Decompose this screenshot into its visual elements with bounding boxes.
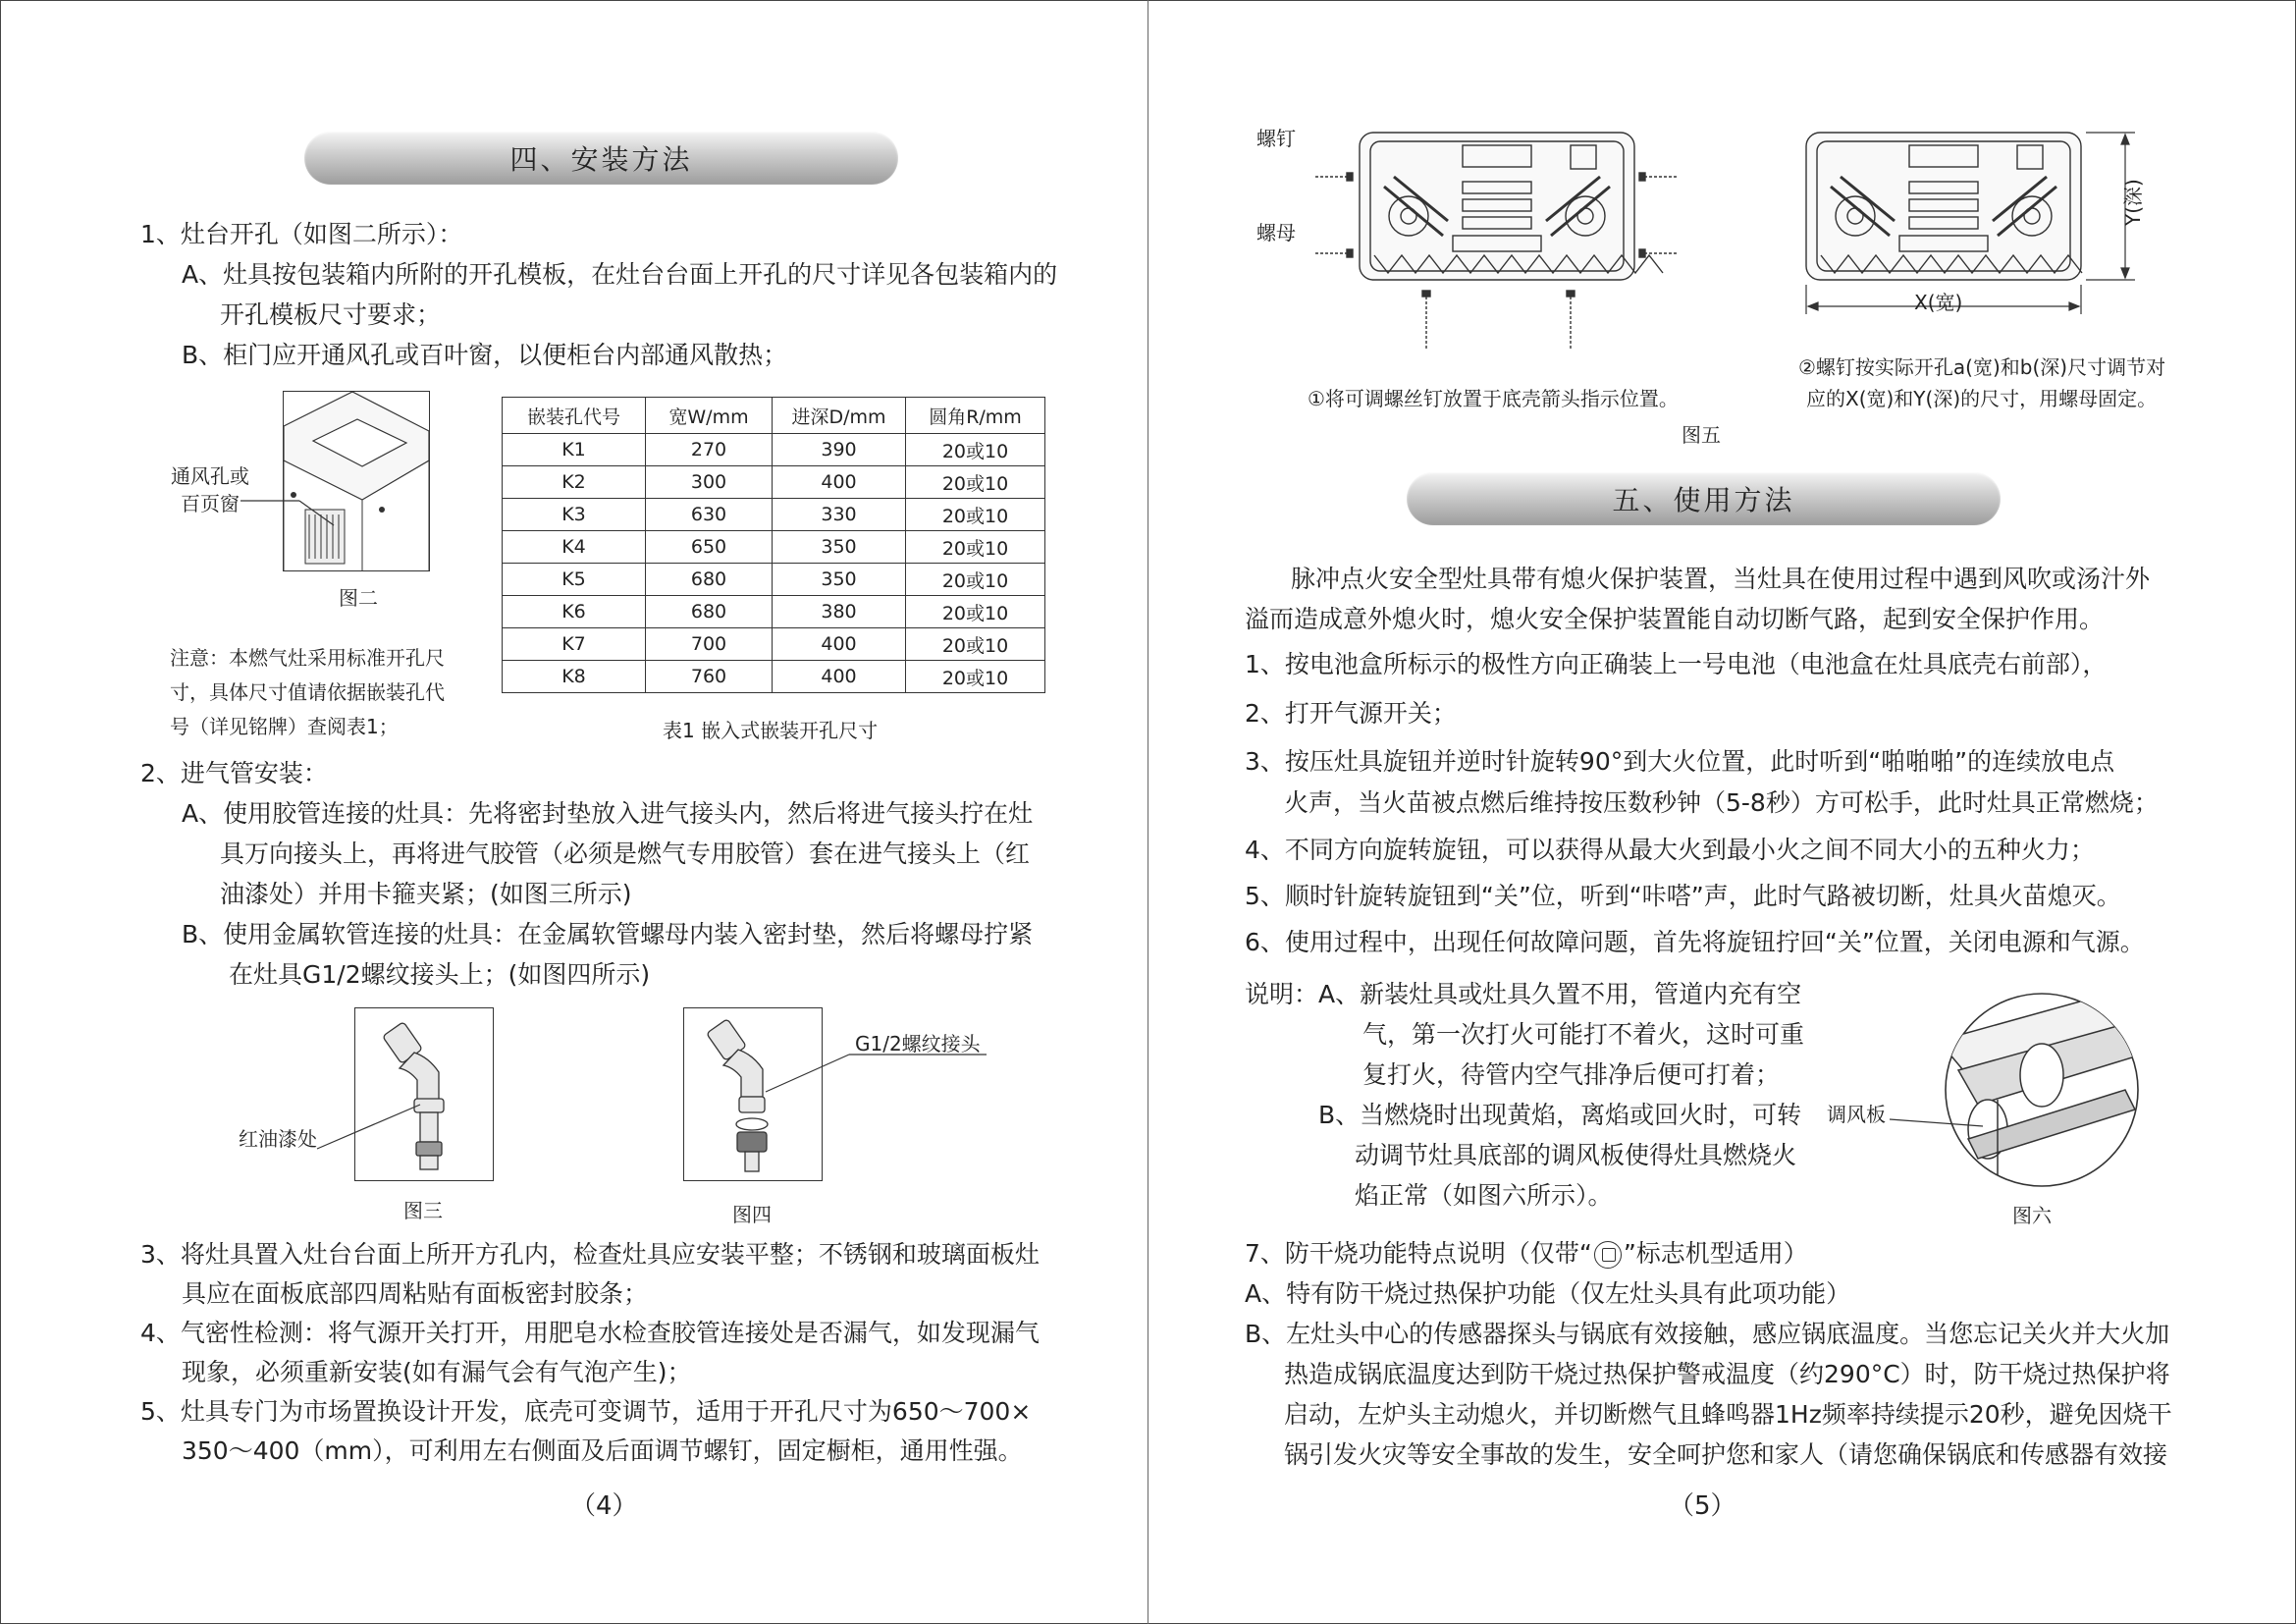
table-cell: K8 <box>503 661 646 693</box>
fig2-label-line2: 百页窗 <box>181 492 240 515</box>
page-number-right: （5） <box>1669 1491 1736 1521</box>
table-cell: K6 <box>503 596 646 628</box>
instruction-7-b-line1: B、左灶头中心的传感器探头与锅底有效接触，感应锅底温度。当您忘记关火并大火加 <box>1245 1320 2170 1348</box>
s2-a-line1: A、使用胶管连接的灶具：先将密封垫放入进气接头内，然后将进气接头拧在灶 <box>182 799 1034 828</box>
table-header-row <box>503 398 1045 434</box>
note-line2: 寸，具体尺寸值请依据嵌装孔代 <box>170 680 445 704</box>
fig3-label: 红油漆处 <box>239 1127 317 1151</box>
table-cell: 700 <box>646 628 773 661</box>
instruction-7 <box>1245 1236 1808 1272</box>
s5-line2: 350～400（mm），可利用左右侧面及后面调节螺钉，固定橱柜，通用性强。 <box>182 1436 1023 1465</box>
note-line3: 号（详见铭牌）查阅表1； <box>170 715 399 738</box>
note-b-line2: 动调节灶具底部的调风板使得灶具燃烧火 <box>1355 1141 1797 1169</box>
s1-title: 1、灶台开孔（如图二所示）： <box>140 220 463 248</box>
table-cell: 350 <box>773 531 906 564</box>
instruction-7-b-line4: 锅引发火灾等安全事故的发生，安全呵护您和家人（请您确保锅底和传感器有效接 <box>1284 1440 2168 1469</box>
s2-a-line3: 油漆处）并用卡箍夹紧；(如图三所示) <box>220 880 632 908</box>
table-cell: K5 <box>503 564 646 596</box>
instruction-7-pre: 7、防干烧功能特点说明（仅带“ <box>1245 1239 1592 1268</box>
table-cell: 350 <box>773 564 906 596</box>
table-cell: 680 <box>646 564 773 596</box>
page-number-left: （4） <box>570 1491 638 1521</box>
table-cell: 20或10 <box>906 661 1045 693</box>
note-line1: 注意：本燃气灶采用标准开孔尺 <box>170 646 445 670</box>
anti-dry-burn-icon <box>1594 1241 1622 1269</box>
fig3-caption: 图三 <box>403 1199 443 1222</box>
s3-line2: 具应在面板底部四周粘贴有面板密封胶条； <box>182 1279 649 1308</box>
table-cell: 630 <box>646 499 773 531</box>
s2-b-line1: B、使用金属软管连接的灶具：在金属软管螺母内装入密封垫，然后将螺母拧紧 <box>182 920 1034 948</box>
s3-line1: 3、将灶具置入灶台台面上所开方孔内，检查灶具应安装平整；不锈钢和玻璃面板灶 <box>140 1240 1040 1269</box>
note-b-line3: 焰正常（如图六所示）。 <box>1355 1181 1613 1210</box>
table-cell: 400 <box>773 628 906 661</box>
table-row <box>503 661 1045 693</box>
note-a-line1: 说明：A、新装灶具或灶具久置不用，管道内充有空 <box>1245 980 1802 1008</box>
table-cell: K1 <box>503 434 646 466</box>
table-cell: 20或10 <box>906 628 1045 661</box>
table-row <box>503 499 1045 531</box>
fig5-note2-line2: 应的X(宽)和Y(深)的尺寸，用螺母固定。 <box>1806 387 2158 410</box>
fig5-x-label: X(宽) <box>1914 291 1963 314</box>
fig6-leader-line <box>1890 1114 1988 1134</box>
instruction-3-line2: 火声，当火苗被点燃后维持按压数秒钟（5-8秒）方可松手，此时灶具正常燃烧； <box>1284 788 2159 817</box>
s1-b: B、柜门应开通风孔或百叶窗，以便柜台内部通风散热； <box>182 341 788 369</box>
table-cell: 20或10 <box>906 466 1045 499</box>
table-cell: 330 <box>773 499 906 531</box>
table-row <box>503 466 1045 499</box>
fig2-label-line1: 通风孔或 <box>171 464 249 488</box>
table-cell: 20或10 <box>906 531 1045 564</box>
instruction-4: 4、不同方向旋转旋钮，可以获得从最大火到最小火之间不同大小的五种火力； <box>1245 836 2095 864</box>
table-row <box>503 628 1045 661</box>
fig5-y-label: Y(深) <box>2121 179 2145 226</box>
instruction-7-b-line2: 热造成锅底温度达到防干烧过热保护警戒温度（约290°C）时，防干烧过热保护将 <box>1284 1360 2170 1388</box>
intro-line2: 溢而造成意外熄火时，熄火安全保护装置能自动切断气路，起到安全保护作用。 <box>1245 605 2105 633</box>
intro-line1: 脉冲点火安全型灶具带有熄火保护装置，当灶具在使用过程中遇到风吹或汤汁外 <box>1291 565 2151 593</box>
fig2-leader-line <box>240 496 378 535</box>
table-cell: 20或10 <box>906 596 1045 628</box>
table-cell: 760 <box>646 661 773 693</box>
fig4-leader-line <box>766 1053 923 1102</box>
table-cell: 20或10 <box>906 434 1045 466</box>
table-row <box>503 596 1045 628</box>
section-banner-usage: 五、使用方法 <box>1407 472 2001 525</box>
table-header: 圆角R/mm <box>906 398 1045 434</box>
table-cell: 20或10 <box>906 499 1045 531</box>
section-banner-install: 四、安装方法 <box>304 132 898 185</box>
instruction-2: 2、打开气源开关； <box>1245 699 1457 728</box>
note-b-line1: B、当燃烧时出现黄焰，离焰或回火时，可转 <box>1318 1101 1802 1129</box>
table-cell: 400 <box>773 466 906 499</box>
s2-title: 2、进气管安装： <box>140 759 328 787</box>
table-cell: 380 <box>773 596 906 628</box>
fig6-air-damper-drawing <box>1929 982 2155 1198</box>
fig5-stove-base-drawing-right <box>1796 118 2150 344</box>
instruction-6: 6、使用过程中，出现任何故障问题，首先将旋钮拧回“关”位置，关闭电源和气源。 <box>1245 928 2145 956</box>
s1-a-line1: A、灶具按包装箱内所附的开孔模板，在灶台台面上开孔的尺寸详见各包装箱内的 <box>182 260 1058 289</box>
fig5-nut-label: 螺母 <box>1256 221 1296 244</box>
instruction-7-post: ”标志机型适用） <box>1623 1239 1808 1268</box>
note-a-line3: 复打火，待管内空气排净后便可打着； <box>1362 1060 1781 1089</box>
table-row <box>503 564 1045 596</box>
table-header: 嵌装孔代号 <box>503 398 646 434</box>
cabinet-drawing <box>284 392 429 570</box>
table-cell: K4 <box>503 531 646 564</box>
table-caption: 表1 嵌入式嵌装开孔尺寸 <box>663 719 879 742</box>
fig5-caption: 图五 <box>1682 423 1721 447</box>
s2-a-line2: 具万向接头上，再将进气胶管（必须是燃气专用胶管）套在进气接头上（红 <box>220 839 1031 868</box>
fig5-stove-base-drawing-left <box>1286 108 1698 353</box>
table-cell: 650 <box>646 531 773 564</box>
table-cell: 390 <box>773 434 906 466</box>
fig6-caption: 图六 <box>2012 1204 2052 1227</box>
table-cell: 20或10 <box>906 564 1045 596</box>
instruction-7-b-line3: 启动，左炉头主动熄火，并切断燃气且蜂鸣器1Hz频率持续提示20秒，避免因烧干 <box>1284 1400 2172 1429</box>
fig5-note1: ①将可调螺丝钉放置于底壳箭头指示位置。 <box>1308 387 1679 410</box>
fig2-cabinet-image <box>283 391 430 571</box>
table-cell: K2 <box>503 466 646 499</box>
fig4-caption: 图四 <box>732 1203 772 1226</box>
fig5-note2-line1: ②螺钉按实际开孔a(宽)和b(深)尺寸调节对 <box>1798 355 2166 379</box>
s2-b-line2: 在灶具G1/2螺纹接头上；(如图四所示) <box>229 960 651 989</box>
table-cell: K3 <box>503 499 646 531</box>
table-cell: K7 <box>503 628 646 661</box>
fig4-label: G1/2螺纹接头 <box>855 1032 981 1056</box>
table-cell: 270 <box>646 434 773 466</box>
table-header: 宽W/mm <box>646 398 773 434</box>
instruction-3-line1: 3、按压灶具旋钮并逆时针旋转90°到大火位置，此时听到“啪啪啪”的连续放电点 <box>1245 747 2115 776</box>
fig2-caption: 图二 <box>339 586 378 610</box>
instruction-7-a: A、特有防干烧过热保护功能（仅左灶头具有此项功能） <box>1245 1279 1851 1308</box>
fig3-leader-line <box>317 1095 464 1154</box>
table-cell: 400 <box>773 661 906 693</box>
cutout-size-table <box>502 397 1045 693</box>
table-row <box>503 531 1045 564</box>
table-row <box>503 434 1045 466</box>
instruction-5: 5、顺时针旋转旋钮到“关”位，听到“咔嗒”声，此时气路被切断，灶具火苗熄灭。 <box>1245 882 2121 910</box>
s1-a-line2: 开孔模板尺寸要求； <box>220 300 442 329</box>
fig5-screw-label: 螺钉 <box>1256 127 1296 150</box>
table-cell: 680 <box>646 596 773 628</box>
s5-line1: 5、灶具专门为市场置换设计开发，底壳可变调节，适用于开孔尺寸为650～700× <box>140 1397 1032 1426</box>
table-cell: 300 <box>646 466 773 499</box>
s4-line2: 现象，必须重新安装(如有漏气会有气泡产生)； <box>182 1358 692 1386</box>
fig6-label: 调风板 <box>1827 1103 1886 1126</box>
instruction-1: 1、按电池盒所标示的极性方向正确装上一号电池（电池盒在灶具底壳右前部）， <box>1245 650 2108 678</box>
s4-line1: 4、气密性检测：将气源开关打开，用肥皂水检查胶管连接处是否漏气，如发现漏气 <box>140 1319 1040 1347</box>
note-a-line2: 气，第一次打火可能打不着火，这时可重 <box>1362 1020 1805 1049</box>
table-header: 进深D/mm <box>773 398 906 434</box>
